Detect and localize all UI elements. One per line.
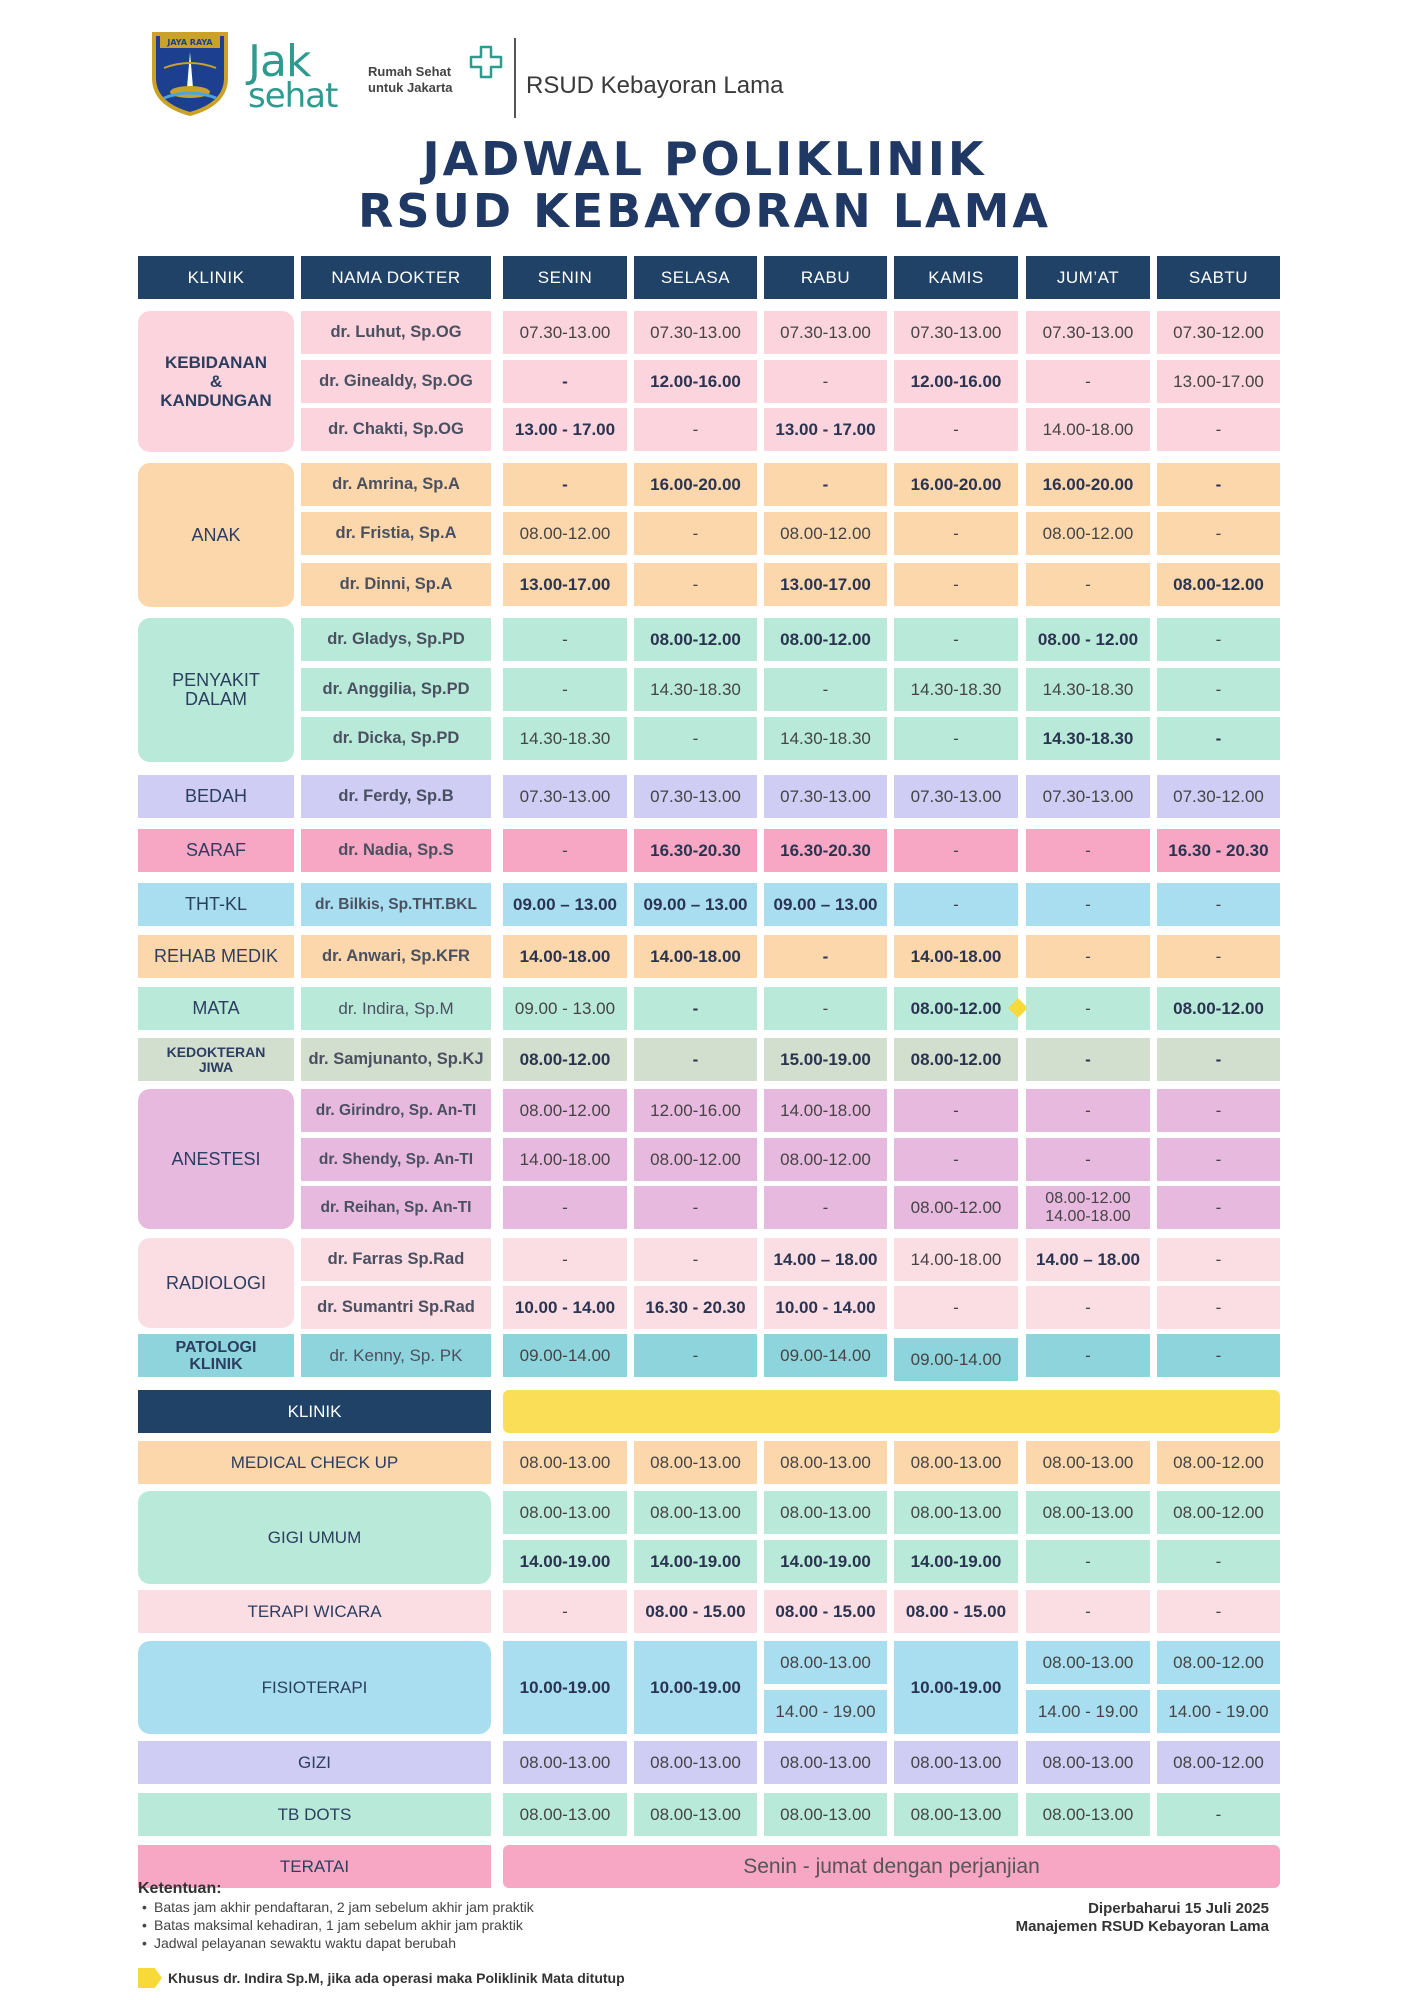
arrow-marker-icon (138, 1968, 162, 1988)
schedule-cell: - (1157, 1138, 1280, 1181)
ketentuan-item: • Jadwal pelayanan sewaktu waktu dapat berubah (138, 1934, 534, 1952)
logo-jak-text: Jak (248, 36, 311, 87)
schedule-cell: - (1026, 563, 1150, 606)
schedule-cell: 07.30-13.00 (634, 775, 757, 818)
schedule-cell: - (1026, 1590, 1150, 1633)
schedule-cell: 14.00 – 18.00 (764, 1238, 887, 1281)
col-header-selasa: SELASA (634, 256, 757, 299)
schedule-cell: 09.00-14.00 (894, 1338, 1018, 1381)
schedule-cell: 08.00-13.00 (634, 1491, 757, 1534)
klinik-label: DALAM (184, 689, 247, 709)
schedule-cell: - (764, 1186, 887, 1229)
service-fisioterapi: FISIOTERAPI (138, 1641, 491, 1734)
schedule-cell: 14.00-19.00 (503, 1540, 627, 1583)
schedule-cell: 14.00 - 19.00 (764, 1690, 887, 1733)
schedule-cell: 08.00-13.00 (503, 1491, 627, 1534)
klinik-radiologi: RADIOLOGI (138, 1238, 294, 1328)
logo-sehat-text: sehat (248, 76, 338, 116)
schedule-cell: - (1157, 463, 1280, 506)
schedule-line: 14.00-18.00 (1045, 1207, 1131, 1225)
schedule-cell: - (1157, 668, 1280, 711)
schedule-cell: - (1157, 1286, 1280, 1329)
schedule-cell: 15.00-19.00 (764, 1038, 887, 1081)
doctor-name: dr. Dicka, Sp.PD (301, 717, 491, 760)
doctor-name: dr. Samjunanto, Sp.KJ (301, 1038, 491, 1081)
klinik-label: PENYAKIT (172, 670, 260, 690)
yellow-banner (503, 1390, 1280, 1433)
klinik-label: KEDOKTERAN (166, 1043, 266, 1060)
service-teratai: TERATAI (138, 1845, 491, 1888)
klinik-patologi-klinik (138, 1334, 294, 1377)
schedule-cell: - (634, 563, 757, 606)
schedule-cell: 07.30-13.00 (503, 775, 627, 818)
klinik-saraf: SARAF (138, 829, 294, 872)
doctor-name: dr. Indira, Sp.M (301, 987, 491, 1030)
schedule-cell: 14.00-18.00 (894, 1238, 1018, 1281)
doctor-name: dr. Gladys, Sp.PD (301, 618, 491, 661)
schedule-cell: 13.00 - 17.00 (764, 408, 887, 451)
doctor-name: dr. Sumantri Sp.Rad (301, 1286, 491, 1329)
schedule-cell: - (503, 463, 627, 506)
klinik-section-header: KLINIK (138, 1390, 491, 1433)
schedule-cell: 08.00-12.00 (634, 1138, 757, 1181)
schedule-cell: 07.30-12.00 (1157, 311, 1280, 354)
management-name: Manajemen RSUD Kebayoran Lama (1015, 1918, 1269, 1935)
schedule-cell: 14.30-18.30 (503, 717, 627, 760)
col-header-sabtu: SABTU (1157, 256, 1280, 299)
ketentuan-title: Ketentuan: (138, 1880, 222, 1897)
schedule-cell: - (1157, 1590, 1280, 1633)
schedule-cell: 08.00-13.00 (503, 1441, 627, 1484)
schedule-cell: - (1157, 717, 1280, 760)
service-tb-dots: TB DOTS (138, 1793, 491, 1836)
schedule-cell: - (1026, 1334, 1150, 1377)
ketentuan-item: • Batas maksimal kehadiran, 1 jam sebelum akhir jam praktik (138, 1916, 534, 1934)
schedule-cell: - (894, 563, 1018, 606)
schedule-cell: - (1157, 1540, 1280, 1583)
schedule-cell: - (894, 512, 1018, 555)
schedule-cell: 07.30-13.00 (1026, 775, 1150, 818)
doctor-name: dr. Girindro, Sp. An-TI (301, 1089, 491, 1132)
ketentuan-item: • Batas jam akhir pendaftaran, 2 jam sebelum akhir jam praktik (138, 1898, 534, 1916)
schedule-cell: 14.00-18.00 (503, 935, 627, 978)
schedule-cell: 08.00-13.00 (503, 1741, 627, 1784)
schedule-cell: - (1157, 1038, 1280, 1081)
mata-note (138, 1968, 625, 1988)
schedule-cell: 10.00 - 14.00 (764, 1286, 887, 1329)
schedule-cell: 14.00 – 18.00 (1026, 1238, 1150, 1281)
schedule-cell: - (1157, 1238, 1280, 1281)
page-title-line2: RSUD KEBAYORAN LAMA (357, 184, 1052, 238)
schedule-cell: 08.00-13.00 (894, 1741, 1018, 1784)
schedule-cell: - (1157, 1089, 1280, 1132)
schedule-cell: 08.00-12.00 (503, 1038, 627, 1081)
schedule-cell: 10.00 - 14.00 (503, 1286, 627, 1329)
schedule-cell: 08.00-13.00 (764, 1491, 887, 1534)
schedule-cell: 09.00 – 13.00 (764, 883, 887, 926)
schedule-cell: - (894, 1286, 1018, 1329)
schedule-cell: 13.00 - 17.00 (503, 408, 627, 451)
klinik-kedokteran-jiwa (138, 1038, 294, 1081)
schedule-cell: 08.00 - 15.00 (764, 1590, 887, 1633)
doctor-name: dr. Reihan, Sp. An-TI (301, 1186, 491, 1229)
schedule-cell: 08.00-13.00 (764, 1641, 887, 1684)
klinik-penyakit-dalam (138, 618, 294, 762)
schedule-cell: 14.00-18.00 (634, 935, 757, 978)
schedule-cell: - (894, 829, 1018, 872)
ketentuan-list (138, 1898, 534, 1952)
schedule-cell: 14.30-18.30 (1026, 717, 1150, 760)
schedule-cell: 08.00-13.00 (894, 1491, 1018, 1534)
schedule-cell: - (503, 360, 627, 403)
teratai-schedule: Senin - jumat dengan perjanjian (503, 1845, 1280, 1888)
schedule-cell: 13.00-17.00 (503, 563, 627, 606)
schedule-cell: - (764, 935, 887, 978)
schedule-cell: 08.00-13.00 (894, 1793, 1018, 1836)
klinik-label: KEBIDANAN (165, 353, 267, 372)
schedule-cell: 08.00 - 15.00 (634, 1590, 757, 1633)
schedule-cell: - (634, 717, 757, 760)
service-gizi: GIZI (138, 1741, 491, 1784)
schedule-cell: 08.00-12.00 (1157, 563, 1280, 606)
doctor-name: dr. Nadia, Sp.S (301, 829, 491, 872)
schedule-cell: - (634, 1334, 757, 1377)
schedule-cell: - (764, 668, 887, 711)
tagline-line1: Rumah Sehat (368, 64, 452, 79)
ketentuan-section (138, 1880, 534, 1952)
schedule-cell: 08.00-12.00 (894, 1038, 1018, 1081)
schedule-cell: 08.00-13.00 (503, 1793, 627, 1836)
doctor-name: dr. Shendy, Sp. An-TI (301, 1138, 491, 1181)
schedule-cell: 07.30-13.00 (503, 311, 627, 354)
schedule-cell: - (1026, 987, 1150, 1030)
schedule-cell: 08.00-12.00 (894, 987, 1018, 1030)
doctor-name: dr. Farras Sp.Rad (301, 1238, 491, 1281)
klinik-rehab-medik: REHAB MEDIK (138, 935, 294, 978)
schedule-cell: - (503, 829, 627, 872)
schedule-cell: 10.00-19.00 (894, 1641, 1018, 1734)
schedule-cell: 16.00-20.00 (894, 463, 1018, 506)
schedule-cell: - (503, 1186, 627, 1229)
schedule-cell: - (503, 618, 627, 661)
schedule-cell: 14.00-19.00 (764, 1540, 887, 1583)
doctor-name: dr. Ferdy, Sp.B (301, 775, 491, 818)
col-header-kamis: KAMIS (894, 256, 1018, 299)
schedule-cell: 08.00-13.00 (1026, 1641, 1150, 1684)
schedule-cell: 10.00-19.00 (634, 1641, 757, 1734)
schedule-cell: 08.00-12.00 (503, 1089, 627, 1132)
schedule-cell: - (1157, 1186, 1280, 1229)
schedule-cell: 08.00-12.00 (634, 618, 757, 661)
schedule-cell: 14.00-18.00 (503, 1138, 627, 1181)
service-mcu: MEDICAL CHECK UP (138, 1441, 491, 1484)
schedule-cell: 16.30-20.30 (764, 829, 887, 872)
schedule-cell: 14.30-18.30 (894, 668, 1018, 711)
schedule-cell: 07.30-13.00 (764, 775, 887, 818)
schedule-cell: 08.00-12.00 (1157, 1741, 1280, 1784)
doctor-name: dr. Kenny, Sp. PK (301, 1334, 491, 1377)
schedule-cell: 12.00-16.00 (634, 1089, 757, 1132)
schedule-cell: - (764, 463, 887, 506)
doctor-name: dr. Fristia, Sp.A (301, 512, 491, 555)
klinik-kebidanan (138, 311, 294, 452)
schedule-cell: 16.00-20.00 (634, 463, 757, 506)
schedule-cell: - (1026, 360, 1150, 403)
schedule-cell: 12.00-16.00 (894, 360, 1018, 403)
schedule-cell: 14.00-18.00 (894, 935, 1018, 978)
schedule-cell: - (1026, 829, 1150, 872)
schedule-cell: - (1157, 1334, 1280, 1377)
schedule-cell: 14.00-18.00 (1026, 408, 1150, 451)
klinik-bedah: BEDAH (138, 775, 294, 818)
schedule-cell: 13.00-17.00 (1157, 360, 1280, 403)
schedule-cell: 08.00-12.00 (1157, 1491, 1280, 1534)
schedule-cell: - (1157, 935, 1280, 978)
schedule-cell: - (1157, 618, 1280, 661)
schedule-cell: 08.00-12.00 (764, 1138, 887, 1181)
header-divider (514, 38, 516, 118)
schedule-cell: 12.00-16.00 (634, 360, 757, 403)
header (150, 28, 800, 122)
schedule-cell: - (1026, 935, 1150, 978)
klinik-anestesi: ANESTESI (138, 1089, 294, 1229)
schedule-cell: 09.00-14.00 (764, 1334, 887, 1377)
klinik-anak: ANAK (138, 463, 294, 607)
schedule-cell: 08.00-12.00 (764, 618, 887, 661)
schedule-cell: - (894, 1138, 1018, 1181)
tagline (368, 64, 453, 96)
schedule-cell: - (634, 512, 757, 555)
jakarta-crest-icon (150, 28, 230, 116)
schedule-cell: 07.30-13.00 (894, 775, 1018, 818)
svg-text:JAYA RAYA: JAYA RAYA (167, 38, 213, 47)
schedule-cell: 14.00 - 19.00 (1026, 1690, 1150, 1733)
doctor-name: dr. Bilkis, Sp.THT.BKL (301, 883, 491, 926)
schedule-cell: - (503, 1238, 627, 1281)
schedule-cell: 08.00-12.00 (1157, 1441, 1280, 1484)
schedule-cell: 08.00-12.00 (1026, 512, 1150, 555)
schedule-cell: 10.00-19.00 (503, 1641, 627, 1734)
schedule-cell: 14.30-18.30 (764, 717, 887, 760)
schedule-cell: - (1026, 1089, 1150, 1132)
schedule-cell: 07.30-12.00 (1157, 775, 1280, 818)
schedule-cell: - (764, 360, 887, 403)
schedule-cell: 14.00-18.00 (764, 1089, 887, 1132)
schedule-cell: 08.00-12.00 (503, 512, 627, 555)
schedule-cell: - (1157, 408, 1280, 451)
schedule-cell: - (634, 987, 757, 1030)
schedule-cell: - (634, 1238, 757, 1281)
schedule-cell: 07.30-13.00 (1026, 311, 1150, 354)
schedule-cell: - (894, 1089, 1018, 1132)
schedule-cell: - (634, 1038, 757, 1081)
schedule-cell: 14.30-18.30 (634, 668, 757, 711)
schedule-cell: - (1157, 512, 1280, 555)
schedule-cell: 09.00 - 13.00 (503, 987, 627, 1030)
col-header-senin: SENIN (503, 256, 627, 299)
schedule-cell: - (634, 1186, 757, 1229)
schedule-cell: 07.30-13.00 (894, 311, 1018, 354)
schedule-cell: 13.00-17.00 (764, 563, 887, 606)
schedule-cell: 08.00-12.00 (1157, 1641, 1280, 1684)
schedule-cell: - (1157, 1793, 1280, 1836)
klinik-label: JIWA (198, 1058, 234, 1075)
jaksehat-logo (248, 36, 358, 116)
page-title-line1: JADWAL POLIKLINIK (422, 132, 987, 186)
schedule-cell: 08.00-13.00 (634, 1793, 757, 1836)
doctor-name: dr. Amrina, Sp.A (301, 463, 491, 506)
schedule-cell: 16.00-20.00 (1026, 463, 1150, 506)
schedule-cell: 14.00-19.00 (894, 1540, 1018, 1583)
schedule-cell: - (1026, 1286, 1150, 1329)
schedule-cell: - (894, 618, 1018, 661)
schedule-cell: - (764, 987, 887, 1030)
schedule-cell: - (503, 1590, 627, 1633)
col-header-klinik: KLINIK (138, 256, 294, 299)
schedule-cell: 08.00-12.00 (894, 1186, 1018, 1229)
schedule-cell: 14.00-19.00 (634, 1540, 757, 1583)
schedule-cell: 16.30 - 20.30 (634, 1286, 757, 1329)
schedule-cell: 08.00-13.00 (1026, 1741, 1150, 1784)
klinik-label: KLINIK (189, 1355, 243, 1373)
klinik-tht: THT-KL (138, 883, 294, 926)
schedule-cell: 08.00-13.00 (1026, 1793, 1150, 1836)
schedule-cell: 08.00-13.00 (1026, 1441, 1150, 1484)
hospital-name: RSUD Kebayoran Lama (526, 72, 784, 99)
schedule-cell: - (894, 408, 1018, 451)
tagline-line2: untuk Jakarta (368, 80, 453, 95)
schedule-cell: 14.30-18.30 (1026, 668, 1150, 711)
schedule-cell: 08.00-12.00 (1157, 987, 1280, 1030)
col-header-jumat: JUM’AT (1026, 256, 1150, 299)
schedule-cell: - (1157, 883, 1280, 926)
doctor-name: dr. Anwari, Sp.KFR (301, 935, 491, 978)
schedule-cell: 08.00-13.00 (764, 1741, 887, 1784)
klinik-label: & (209, 372, 223, 391)
doctor-name: dr. Chakti, Sp.OG (301, 408, 491, 451)
schedule-cell: 07.30-13.00 (764, 311, 887, 354)
schedule-cell: - (894, 717, 1018, 760)
schedule-cell: 09.00-14.00 (503, 1334, 627, 1377)
schedule-cell: 16.30-20.30 (634, 829, 757, 872)
schedule-line: 08.00-12.00 (1045, 1189, 1131, 1207)
schedule-cell: 09.00 – 13.00 (634, 883, 757, 926)
schedule-cell: 08.00-13.00 (1026, 1491, 1150, 1534)
klinik-mata: MATA (138, 987, 294, 1030)
schedule-cell: 08.00-13.00 (764, 1441, 887, 1484)
schedule-cell: 08.00-13.00 (764, 1793, 887, 1836)
schedule-cell: 07.30-13.00 (634, 311, 757, 354)
service-gigi-umum: GIGI UMUM (138, 1491, 491, 1584)
doctor-name: dr. Luhut, Sp.OG (301, 311, 491, 354)
col-header-doctor: NAMA DOKTER (301, 256, 491, 299)
klinik-label: PATOLOGI (175, 1338, 257, 1356)
schedule-cell: 08.00 - 15.00 (894, 1590, 1018, 1633)
schedule-cell: 16.30 - 20.30 (1157, 829, 1280, 872)
schedule-cell: - (1026, 1138, 1150, 1181)
schedule-cell: - (503, 668, 627, 711)
updated-date: Diperbaharui 15 Juli 2025 (1088, 1900, 1269, 1917)
schedule-cell: - (1026, 883, 1150, 926)
doctor-name: dr. Anggilia, Sp.PD (301, 668, 491, 711)
schedule-cell: 08.00-12.00 (764, 512, 887, 555)
schedule-cell: - (1026, 1540, 1150, 1583)
schedule-cell: 09.00 – 13.00 (503, 883, 627, 926)
schedule-cell: 08.00-13.00 (634, 1441, 757, 1484)
mata-note-text: Khusus dr. Indira Sp.M, jika ada operasi maka Poliklinik Mata ditutup (168, 1970, 625, 1986)
schedule-cell: 08.00-13.00 (634, 1741, 757, 1784)
schedule-cell: - (894, 883, 1018, 926)
schedule-cell: 14.00 - 19.00 (1157, 1690, 1280, 1733)
doctor-name: dr. Dinni, Sp.A (301, 563, 491, 606)
schedule-cell: - (634, 408, 757, 451)
klinik-label: KANDUNGAN (160, 391, 272, 410)
col-header-rabu: RABU (764, 256, 887, 299)
schedule-cell: - (1026, 1038, 1150, 1081)
schedule-cell: 08.00-13.00 (894, 1441, 1018, 1484)
schedule-cell (1026, 1186, 1150, 1229)
schedule-cell: 08.00 - 12.00 (1026, 618, 1150, 661)
service-terapi-wicara: TERAPI WICARA (138, 1590, 491, 1633)
plus-cross-icon (468, 44, 504, 80)
update-info (1016, 1900, 1269, 1936)
doctor-name: dr. Ginealdy, Sp.OG (301, 360, 491, 403)
